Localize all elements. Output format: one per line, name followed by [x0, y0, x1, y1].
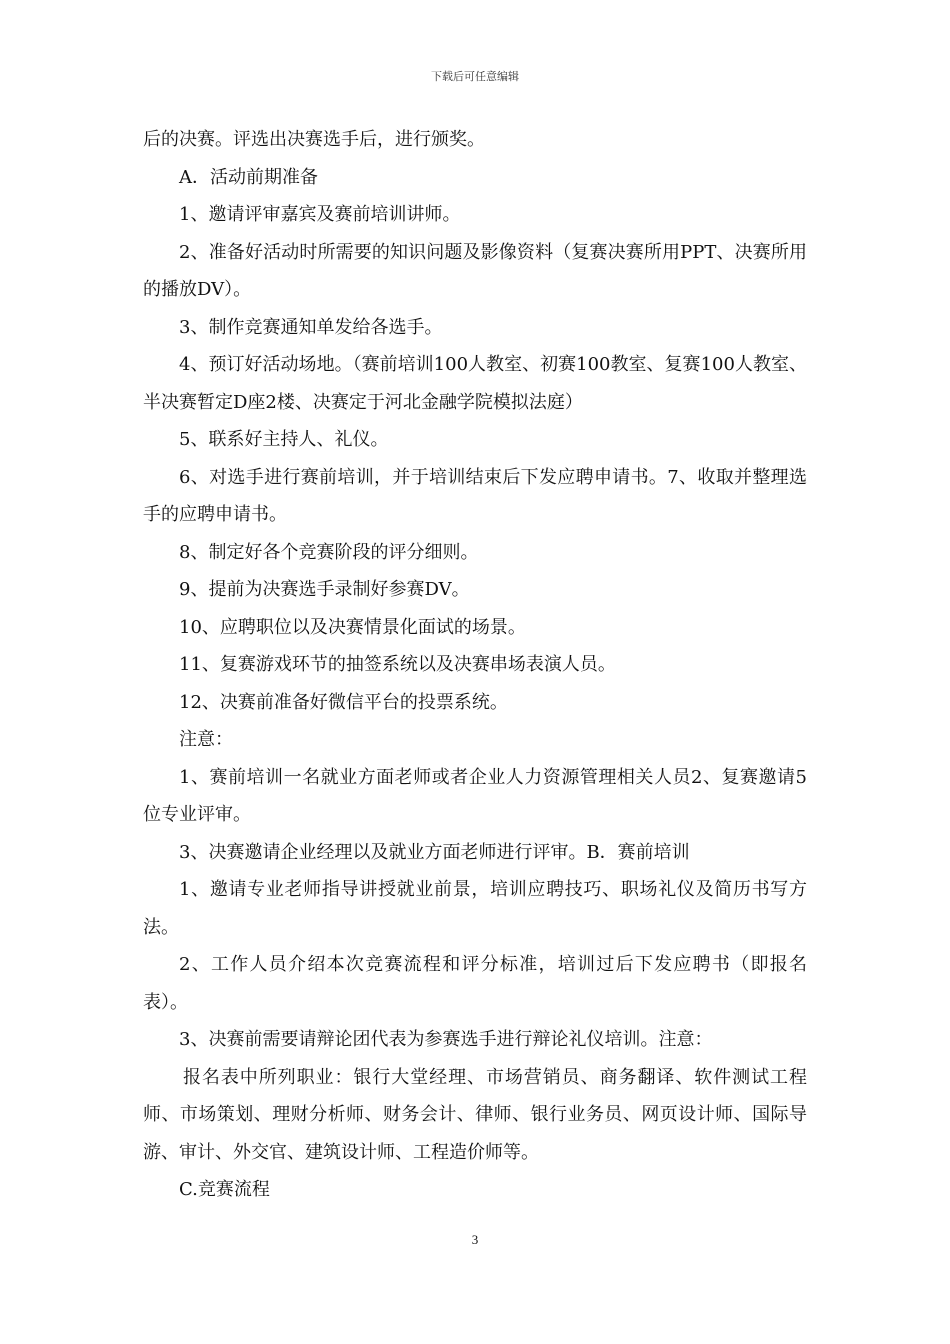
paragraph: 4、预订好活动场地。（赛前培训100人教室、初赛100教室、复赛100人教室、半决赛暂定D座2楼、决赛定于河北金融学院模拟法庭）: [143, 354, 807, 413]
paragraph: 10、应聘职位以及决赛情景化面试的场景。: [179, 616, 526, 638]
paragraph: 8、制定好各个竞赛阶段的评分细则。: [179, 541, 479, 563]
paragraph: 3、制作竞赛通知单发给各选手。: [179, 316, 443, 338]
page-number: 3: [471, 1232, 479, 1247]
paragraph: 9、提前为决赛选手录制好参赛DV。: [179, 579, 470, 600]
paragraph: 1、赛前培训一名就业方面老师或者企业人力资源管理相关人员2、复赛邀请5位专业评审。: [143, 766, 807, 825]
paragraph: A．活动前期准备: [179, 166, 318, 188]
paragraph: 报名表中所列职业：银行大堂经理、市场营销员、商务翻译、软件测试工程师、市场策划、理财分析师、财务会计、律师、银行业务员、网页设计师、国际导游、审计、外交官、建筑设计师、工程造价师等。: [143, 1066, 807, 1163]
paragraph: 1、邀请专业老师指导讲授就业前景，培训应聘技巧、职场礼仪及简历书写方法。: [143, 879, 807, 938]
paragraph: 3、决赛邀请企业经理以及就业方面老师进行评审。B．赛前培训: [179, 841, 690, 863]
paragraph: C.竞赛流程: [179, 1179, 270, 1200]
paragraph: 2、工作人员介绍本次竞赛流程和评分标准，培训过后下发应聘书（即报名表）。: [143, 954, 807, 1013]
paragraph: 1、邀请评审嘉宾及赛前培训讲师。: [179, 204, 461, 225]
document-body: [143, 121, 807, 1209]
paragraph: 注意：: [179, 729, 233, 750]
page-header: 下载后可任意编辑: [431, 70, 519, 83]
paragraph: 12、决赛前准备好微信平台的投票系统。: [179, 691, 508, 713]
paragraph: 6、对选手进行赛前培训，并于培训结束后下发应聘申请书。7、收取并整理选手的应聘申请书。: [143, 466, 807, 525]
paragraph: 5、联系好主持人、礼仪。: [179, 429, 389, 450]
paragraph: 后的决赛。评选出决赛选手后，进行颁奖。: [143, 129, 485, 150]
paragraph: 3、决赛前需要请辩论团代表为参赛选手进行辩论礼仪培训。注意：: [179, 1029, 713, 1050]
paragraph: 2、准备好活动时所需要的知识问题及影像资料（复赛决赛所用PPT、决赛所用的播放DV）。: [143, 241, 807, 300]
paragraph: 11、复赛游戏环节的抽签系统以及决赛串场表演人员。: [179, 654, 616, 675]
